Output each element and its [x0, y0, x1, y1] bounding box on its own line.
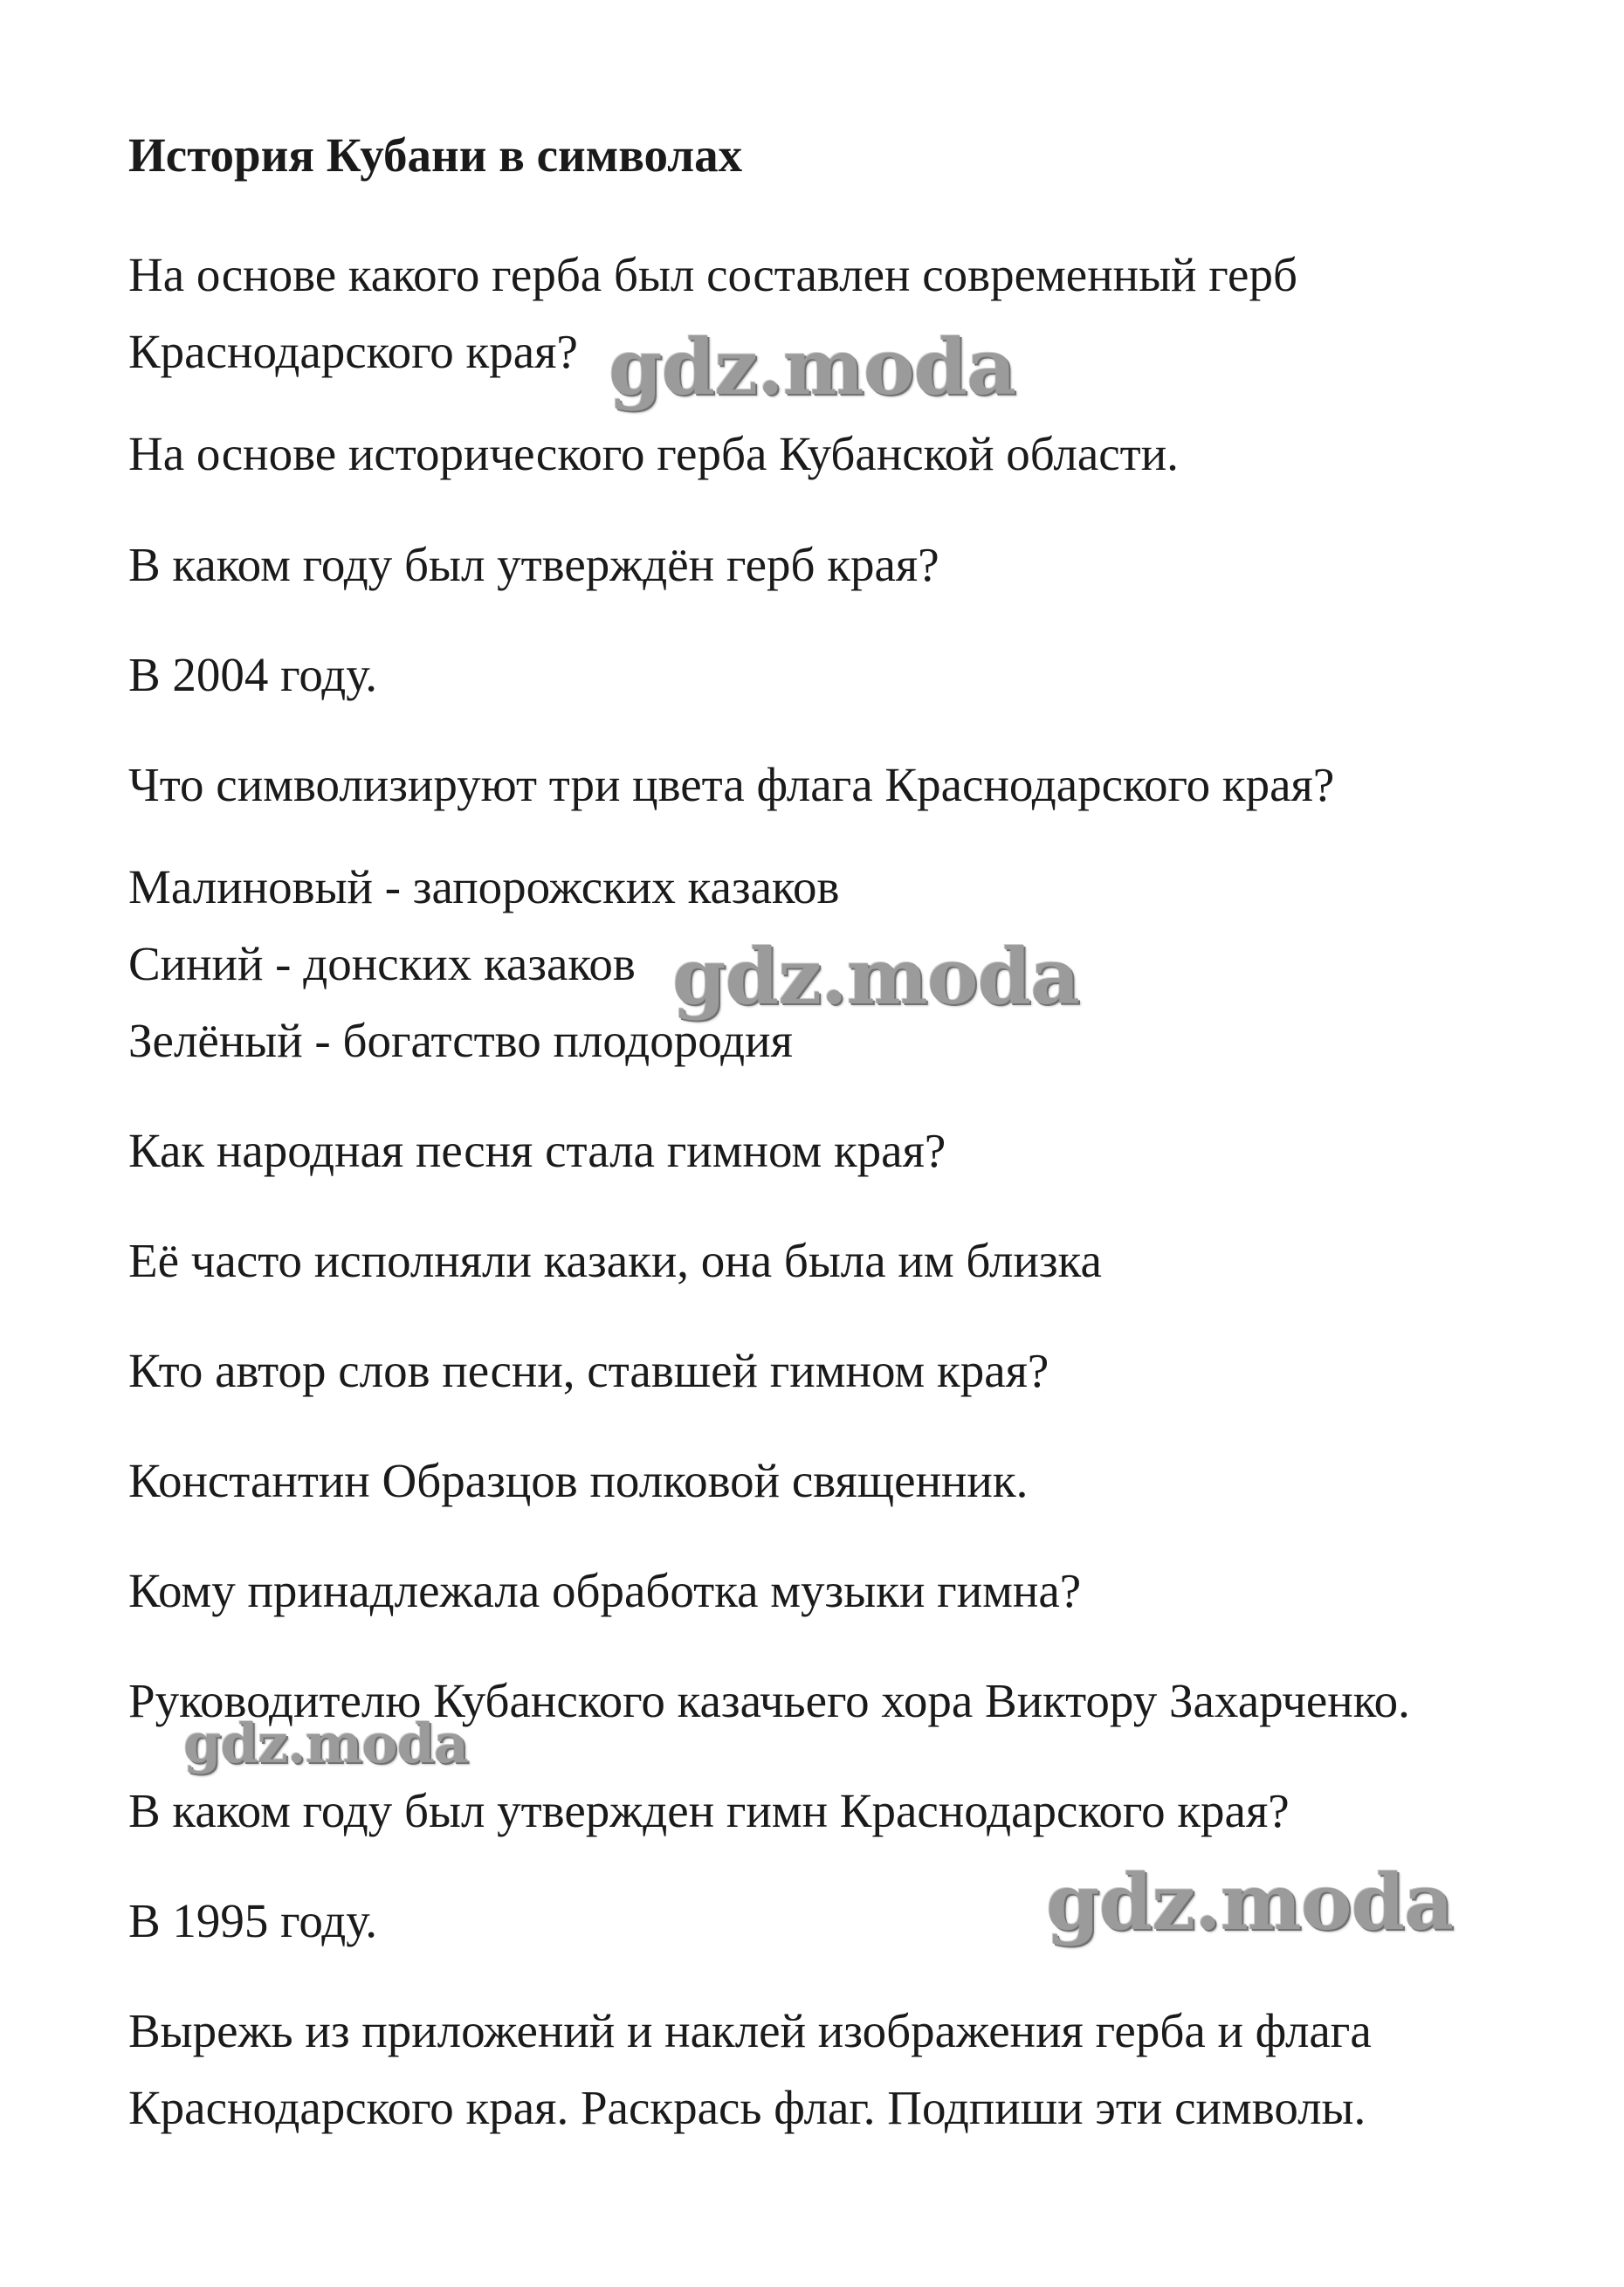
- watermark: gdz.moda: [609, 321, 1016, 412]
- answer-line: В 2004 году.: [128, 648, 378, 701]
- instruction-line: Краснодарского края. Раскрась флаг. Подпиши эти символы.: [128, 2081, 1366, 2134]
- question-line: Краснодарского края?: [128, 325, 578, 378]
- question-line: Кто автор слов песни, ставшей гимном края?: [128, 1344, 1049, 1397]
- question-line: Что символизируют три цвета флага Краснодарского края?: [128, 758, 1335, 811]
- watermark: gdz.moda: [183, 1712, 468, 1775]
- question-line: Кому принадлежала обработка музыки гимна?: [128, 1564, 1082, 1617]
- watermark: gdz.moda: [672, 931, 1080, 1022]
- answer-line: Синий - донских казаков: [128, 937, 636, 990]
- page-title: История Кубани в символах: [128, 128, 743, 182]
- instruction-line: Вырежь из приложений и наклей изображения герба и флага: [128, 2004, 1372, 2057]
- question-line: В каком году был утвержден гимн Краснодарского края?: [128, 1784, 1290, 1837]
- answer-line: В 1995 году.: [128, 1894, 378, 1947]
- question-line: В каком году был утверждён герб края?: [128, 538, 939, 591]
- question-line: Как народная песня стала гимном края?: [128, 1124, 946, 1177]
- question-line: На основе какого герба был составлен современный герб: [128, 248, 1297, 301]
- watermark: gdz.moda: [1046, 1856, 1454, 1947]
- answer-line: На основе исторического герба Кубанской области.: [128, 427, 1179, 480]
- answer-line: Её часто исполняли казаки, она была им близка: [128, 1234, 1102, 1287]
- answer-line: Зелёный - богатство плодородия: [128, 1014, 793, 1067]
- answer-line: Константин Образцов полковой священник.: [128, 1454, 1029, 1507]
- answer-line: Руководителю Кубанского казачьего хора Виктору Захарченко.: [128, 1674, 1410, 1727]
- answer-line: Малиновый - запорожских казаков: [128, 860, 840, 913]
